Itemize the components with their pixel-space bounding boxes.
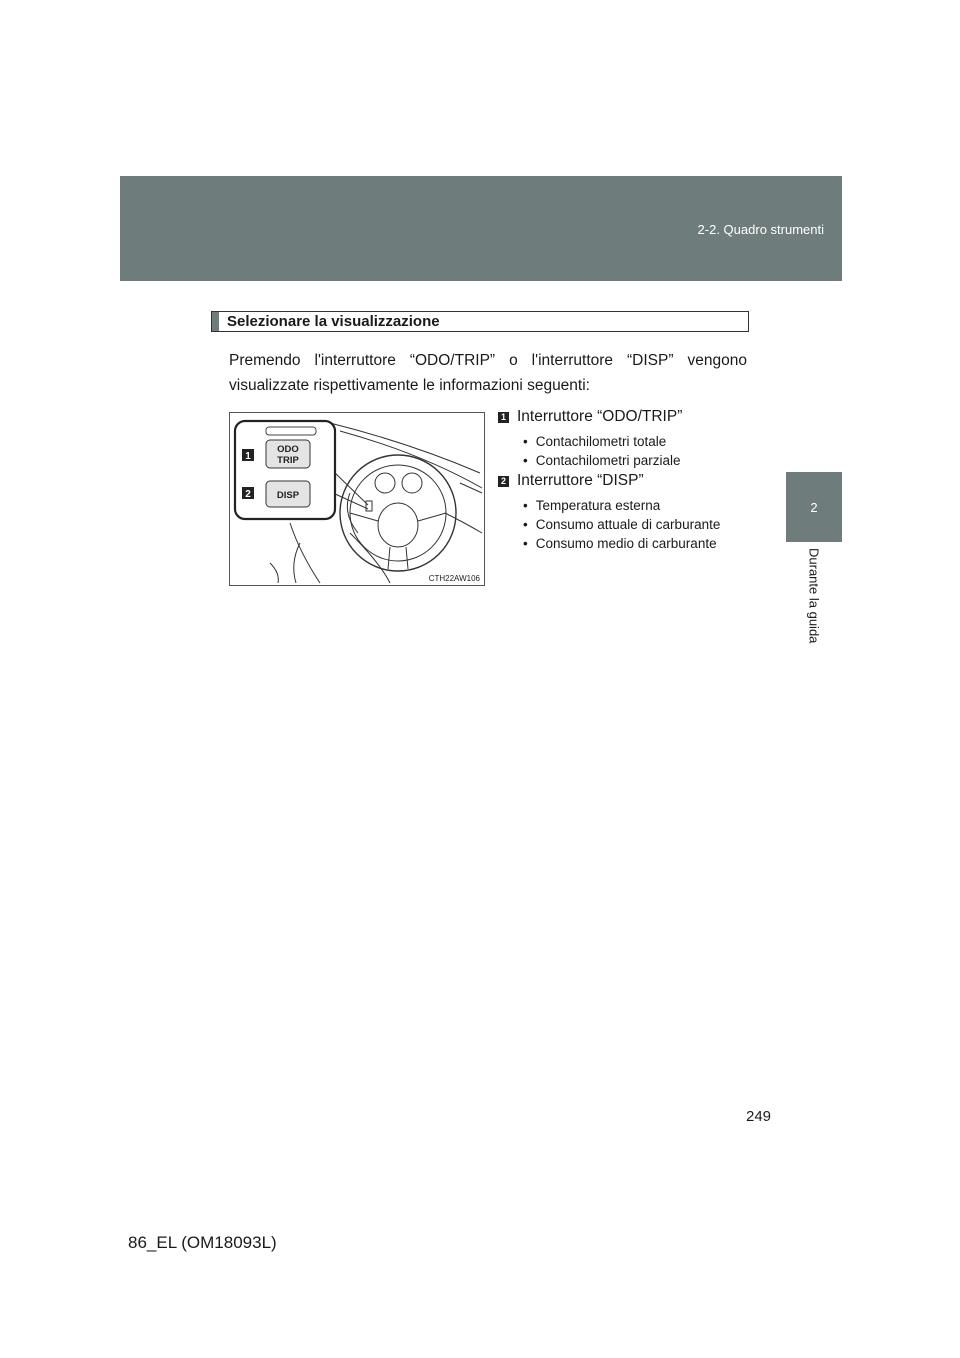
chapter-tab — [786, 472, 842, 542]
disp-label: DISP — [276, 490, 300, 501]
section-title: Selezionare la visualizzazione — [227, 313, 440, 330]
item-bullets — [498, 496, 758, 553]
bullet-item: • Consumo attuale di carburante — [523, 515, 758, 534]
heading-marker — [212, 312, 219, 331]
chapter-number: 2 — [810, 499, 818, 515]
figure-code: CTH22AW106 — [428, 574, 480, 583]
bullet-item: • Contachilometri totale — [523, 432, 758, 451]
bullet-item: • Consumo medio di carburante — [523, 534, 758, 553]
item-number-badge: 1 — [498, 412, 509, 423]
header-section-title: 2-2. Quadro strumenti — [697, 222, 824, 237]
item-title: Interruttore “ODO/TRIP” — [517, 408, 683, 425]
item-odo-trip — [498, 408, 758, 470]
intro-paragraph: Premendo l'interruttore “ODO/TRIP” o l'interruttore “DISP” vengono visualizzate rispettivamente le informazioni seguenti: — [229, 352, 747, 394]
section-heading — [211, 311, 749, 332]
callout-number-1: 1 — [245, 451, 251, 462]
item-disp — [498, 472, 758, 553]
bullet-item: • Temperatura esterna — [523, 496, 758, 515]
document-code: 86_EL (OM18093L) — [128, 1233, 277, 1252]
trip-label: TRIP — [277, 455, 299, 466]
odo-label: ODO — [277, 444, 299, 455]
item-number-badge: 2 — [498, 476, 509, 487]
chapter-label — [786, 548, 842, 658]
callout-number-2: 2 — [245, 489, 251, 500]
page-number: 249 — [746, 1108, 772, 1125]
item-bullets — [498, 432, 758, 470]
item-list — [498, 408, 758, 555]
steering-wheel-illustration — [230, 413, 484, 585]
item-title: Interruttore “DISP” — [517, 472, 644, 489]
chapter-title: Durante la guida — [806, 548, 822, 644]
illustration — [229, 412, 485, 586]
bullet-item: • Contachilometri parziale — [523, 451, 758, 470]
header-band — [120, 176, 842, 281]
